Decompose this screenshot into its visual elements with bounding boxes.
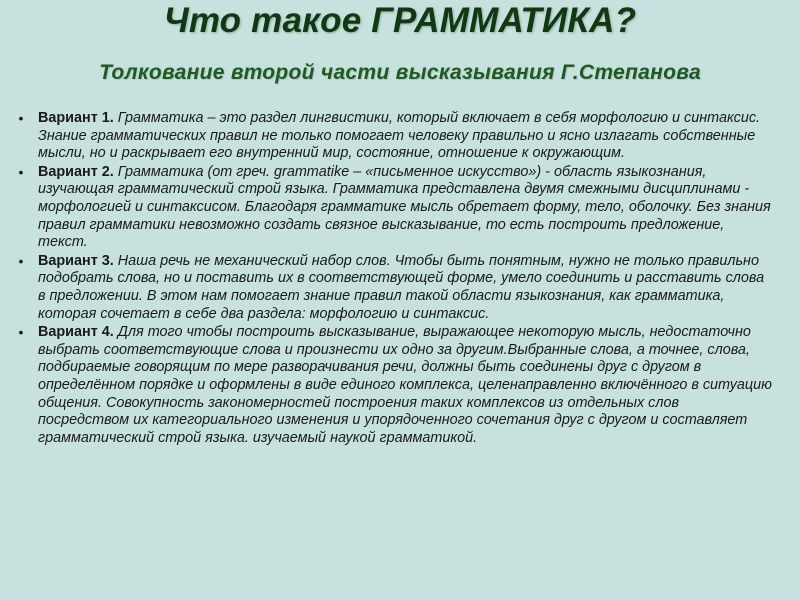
- variant-text: Наша речь не механический набор слов. Чтобы быть понятным, нужно не только правильно подобрать слова, но и поставить их в соответствующей форме, умело соединить и расставить слова в предложении. В этом нам помогает знание правил такой области языкознания, как грамматика, которая сочетает в себе два раздела: морфологию и синтаксис.: [38, 252, 765, 322]
- bullet-icon: •: [18, 163, 24, 180]
- variant-label: Вариант 3.: [38, 252, 114, 269]
- slide-subtitle: Толкование второй части высказывания Г.Степанова: [99, 61, 701, 84]
- variant-text: Грамматика – это раздел лингвистики, который включает в себя морфологию и синтаксис. Знание грамматических правил не только помогает человеку правильно и ясно излагать собственные мысли, но и раскрывает его внутренний мир, состояние, отношение к окружающим.: [38, 110, 761, 162]
- variant-label: Вариант 2.: [38, 163, 114, 180]
- bullet-icon: •: [18, 324, 24, 341]
- list-item-variant-2: [14, 164, 774, 252]
- variant-label: Вариант 4.: [38, 324, 114, 341]
- variant-text: Для того чтобы построить высказывание, выражающее некоторую мысль, недостаточно выбрать соответствующие слова и произнести их одно за другим.Выбранные слова, а точнее, слова, подбираемые говорящим по мере разворачивания речи, должны быть соединены друг с другом в определённом порядке и оформлены в виде единого комплекса, целенаправленно включённого в ситуацию общения. Совокупность закономерностей построения таких комплексов из отдельных слов посредством их категориального изменения и упорядоченного сочетания друг с другом и составляет грамматический строй языка. изучаемый наукой грамматикой.: [38, 324, 772, 446]
- variant-list: [14, 110, 774, 448]
- list-item-variant-3: [14, 253, 774, 323]
- list-item-variant-1: [14, 110, 774, 163]
- variant-text: Грамматика (от греч. grammatike – «письменное искусство») - область языкознания, изучающая грамматический строй языка. Грамматика представлена двумя смежными дисциплинами - морфологией и синтаксисом. Благодаря грамматике мысль обретает форму, тело, оболочку. Без знания правил грамматики невозможно создать связное высказывание, то есть построить предложение, текст.: [38, 163, 771, 251]
- bullet-icon: •: [18, 252, 24, 269]
- list-item-variant-4: [14, 324, 774, 447]
- slide-title: Что такое ГРАММАТИКА?: [163, 1, 637, 40]
- bullet-icon: •: [18, 110, 24, 126]
- variant-label: Вариант 1.: [38, 110, 114, 126]
